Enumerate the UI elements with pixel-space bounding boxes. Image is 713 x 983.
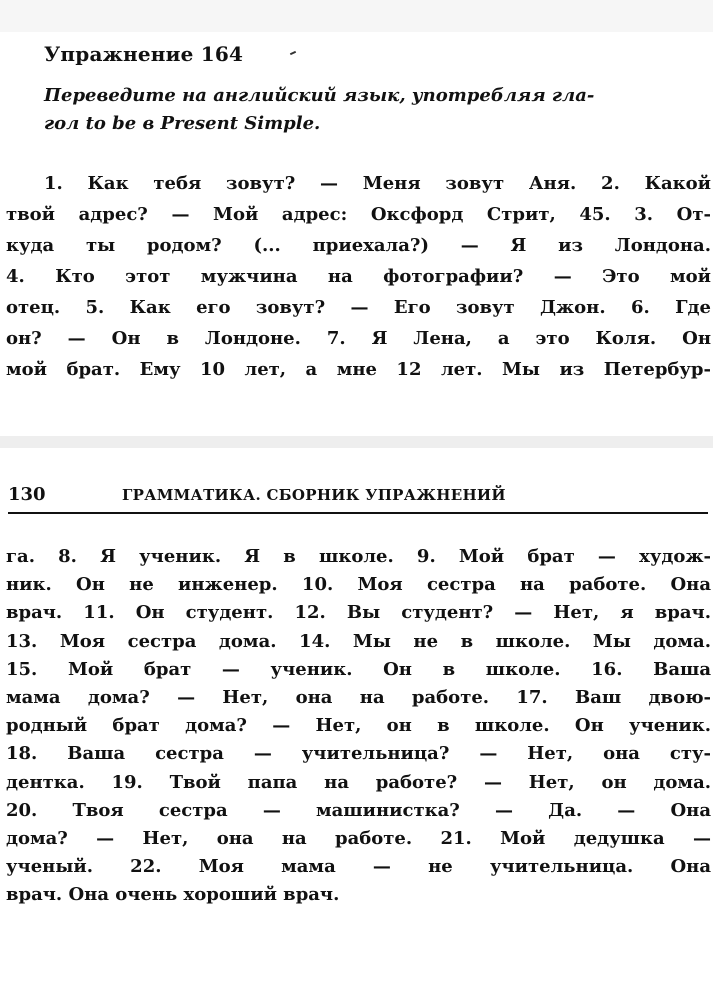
text-line: ученый. 22. Моя мама — не учительница. Она	[6, 856, 711, 878]
text-line: дома? — Нет, она на работе. 21. Мой дедушка —	[6, 828, 711, 850]
text-line: га. 8. Я ученик. Я в школе. 9. Мой брат — худож-	[6, 546, 711, 567]
text-line: 20. Твоя сестра — машинистка? — Да. — Она	[6, 799, 711, 821]
running-head	[8, 484, 708, 514]
text-line: отец. 5. Как его зовут? — Его зовут Джон. 6. Где	[6, 297, 711, 318]
instruction-line: гол to be в Present Simple.	[44, 113, 321, 134]
text-line: родный брат дома? — Нет, он в школе. Он ученик.	[6, 715, 711, 737]
text-line: ник. Он не инженер. 10. Моя сестра на работе. Она	[6, 574, 711, 596]
page-break-gap	[0, 436, 713, 448]
text-line: твой адрес? — Мой адрес: Оксфорд Стрит, 45. 3. От-	[6, 204, 711, 225]
instruction-line: Переведите на английский язык, употребляя гла-	[44, 85, 595, 106]
text-line: 15. Мой брат — ученик. Он в школе. 16. Ваша	[6, 658, 711, 680]
text-line: куда ты родом? (... приехала?) — Я из Лондона.	[6, 235, 711, 256]
text-line: 4. Кто этот мужчина на фотографии? — Это мой	[6, 266, 711, 287]
text-line: врач. Она очень хороший врач.	[6, 884, 340, 906]
top-margin-strip	[0, 0, 713, 33]
exercise-heading: Упражнение 164	[44, 42, 244, 66]
text-line: мой брат. Ему 10 лет, а мне 12 лет. Мы из Петербур-	[6, 359, 711, 380]
exercise-text-top	[6, 168, 711, 385]
text-line: 1. Как тебя зовут? — Меня зовут Аня. 2. Какой	[44, 173, 711, 194]
text-line: 18. Ваша сестра — учительница? — Нет, она сту-	[6, 743, 711, 765]
book-title: ГРАММАТИКА. СБОРНИК УПРАЖНЕНИЙ	[122, 486, 506, 504]
text-line: дентка. 19. Твой папа на работе? — Нет, он дома.	[6, 771, 711, 793]
exercise-instruction	[44, 82, 709, 138]
exercise-text-bottom	[6, 543, 711, 910]
text-line: врач. 11. Он студент. 12. Вы студент? — Нет, я врач.	[6, 602, 711, 624]
text-line: мама дома? — Нет, она на работе. 17. Ваш двою-	[6, 687, 711, 709]
text-line: 13. Моя сестра дома. 14. Мы не в школе. Мы дома.	[6, 630, 711, 652]
text-line: он? — Он в Лондоне. 7. Я Лена, а это Коля. Он	[6, 328, 711, 349]
page-number: 130	[8, 484, 46, 505]
